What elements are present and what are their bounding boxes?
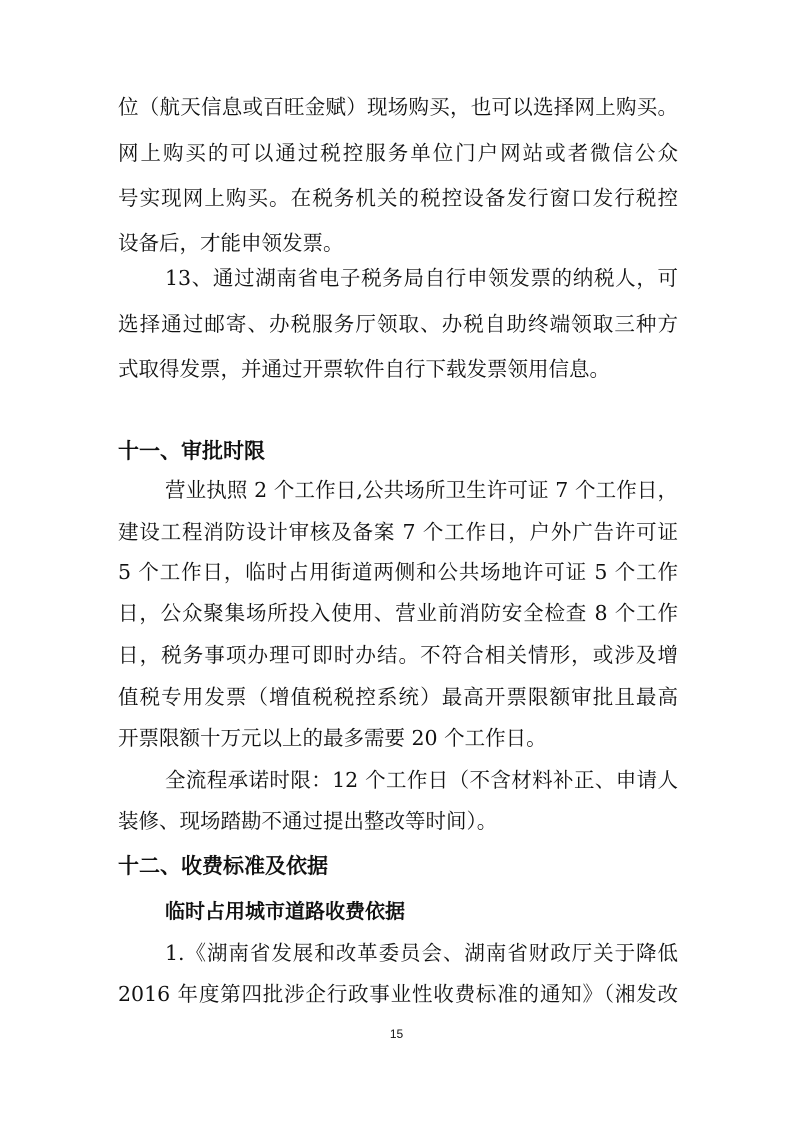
- section-heading: 十一、审批时限: [118, 439, 265, 463]
- body-text-line: 5 个工作日，临时占用街道两侧和公共场地许可证 5 个工作: [118, 560, 678, 584]
- body-text-line: 式取得发票，并通过开票软件自行下载发票领用信息。: [118, 357, 610, 381]
- page-number: 15: [389, 1027, 404, 1041]
- body-text-line: 号实现网上购买。在税务机关的税控设备发行窗口发行税控: [118, 186, 678, 210]
- body-text-line: 开票限额十万元以上的最多需要 20 个工作日。: [118, 726, 547, 750]
- section-subheading: 临时占用城市道路收费依据: [165, 899, 405, 923]
- body-text-line: 值税专用发票（增值税税控系统）最高开票限额审批且最高: [118, 685, 678, 709]
- body-text-line: 2016 年度第四批涉企行政事业性收费标准的通知》（湘发改: [118, 982, 678, 1006]
- body-text-line: 日，公众聚集场所投入使用、营业前消防安全检查 8 个工作: [118, 601, 678, 625]
- body-text-line: 设备后，才能申领发票。: [118, 231, 344, 255]
- body-text-line: 营业执照 2 个工作日,公共场所卫生许可证 7 个工作日，: [165, 478, 678, 502]
- body-text-line: 位（航天信息或百旺金赋）现场购买，也可以选择网上购买。: [118, 95, 678, 119]
- body-text-line: 1.《湖南省发展和改革委员会、湖南省财政厅关于降低: [165, 941, 678, 965]
- body-text-line: 日，税务事项办理可即时办结。不符合相关情形，或涉及增: [118, 643, 678, 667]
- body-text-line: 建设工程消防设计审核及备案 7 个工作日，户外广告许可证: [118, 520, 678, 544]
- body-text-line: 网上购买的可以通过税控服务单位门户网站或者微信公众: [118, 141, 678, 165]
- body-text-line: 选择通过邮寄、办税服务厅领取、办税自助终端领取三种方: [118, 312, 678, 336]
- body-text-line: 全流程承诺时限：12 个工作日（不含材料补正、申请人: [165, 768, 678, 792]
- body-text-line: 13、通过湖南省电子税务局自行申领发票的纳税人，可: [165, 266, 678, 290]
- section-heading: 十二、收费标准及依据: [118, 854, 328, 878]
- body-text-line: 装修、现场踏勘不通过提出整改等时间）。: [118, 809, 498, 833]
